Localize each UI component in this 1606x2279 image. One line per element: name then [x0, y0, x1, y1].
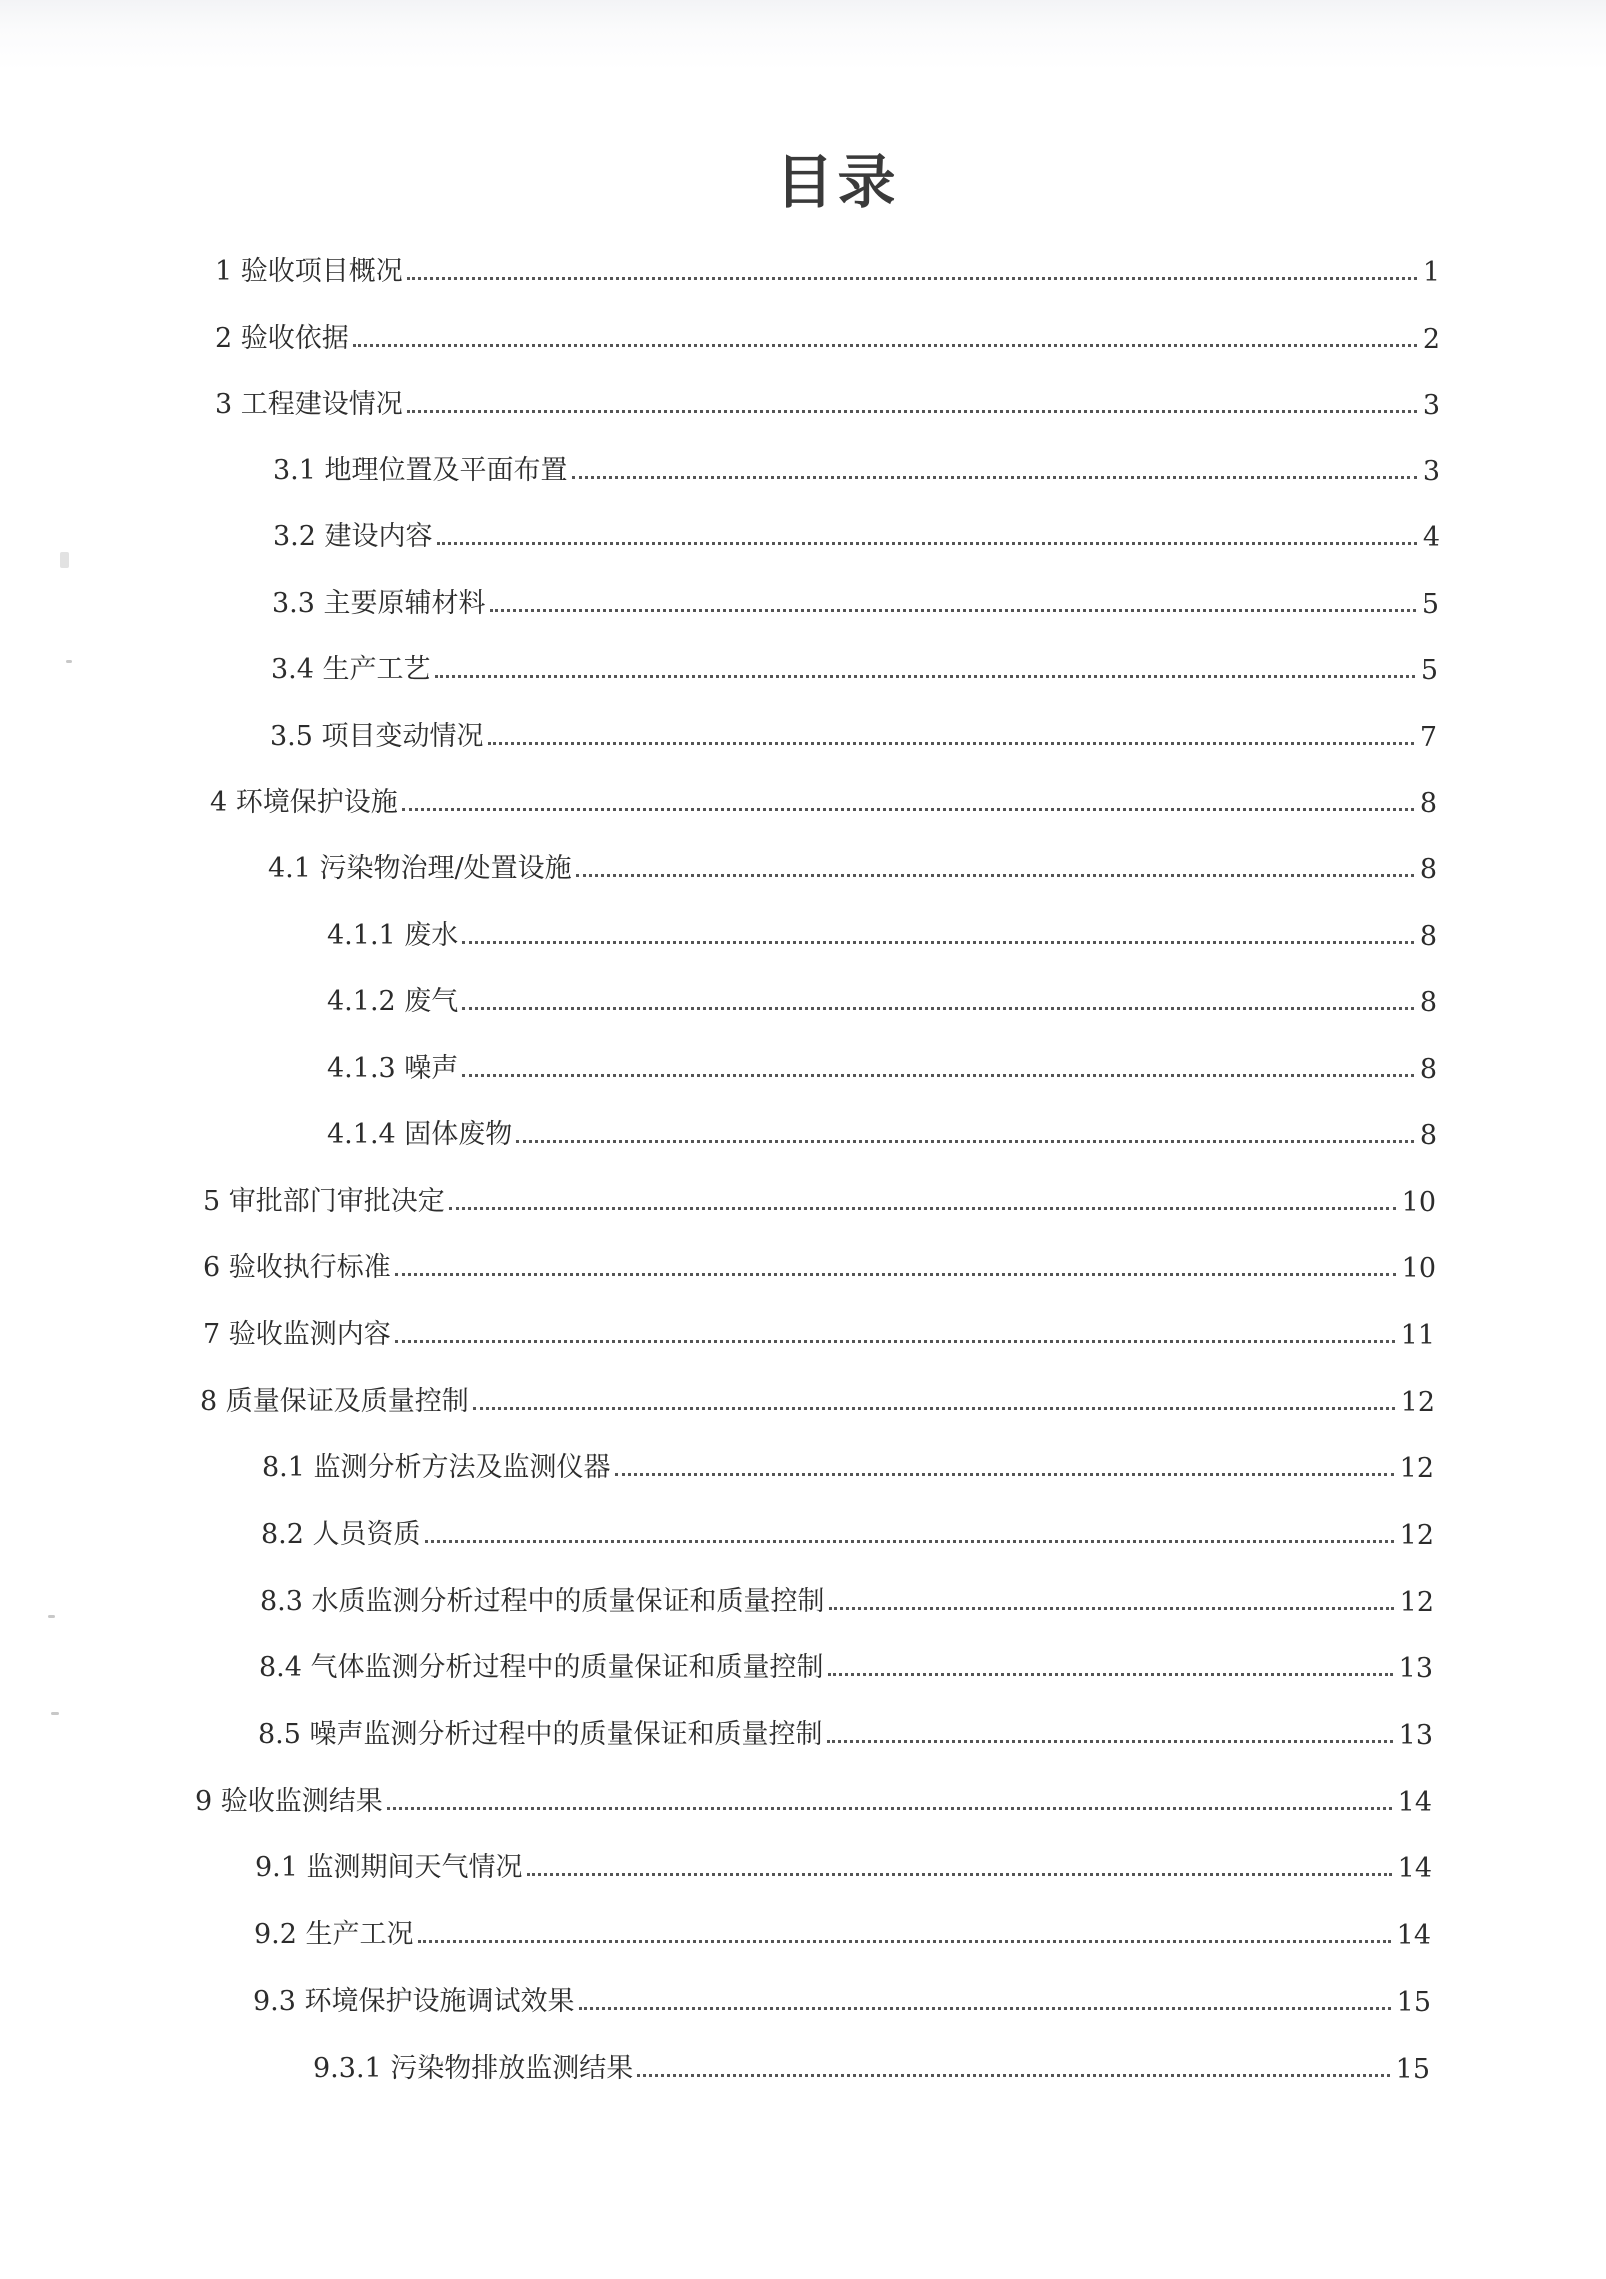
- toc-entry-page: 3: [1422, 456, 1440, 487]
- toc-entry-label: 9.3 环境保护设施调试效果: [253, 1986, 575, 2017]
- toc-entry-page: 12: [1399, 1520, 1434, 1551]
- toc-leader: [615, 1473, 1394, 1476]
- toc-entry[interactable]: [195, 1774, 1432, 1818]
- toc-leader: [490, 609, 1416, 612]
- toc-entry-page: 7: [1419, 722, 1437, 753]
- toc-leader: [473, 1407, 1395, 1410]
- toc-entry[interactable]: [327, 1107, 1437, 1151]
- toc-entry[interactable]: [273, 443, 1440, 487]
- toc-entry-page: 15: [1395, 2054, 1430, 2085]
- toc-entry-label: 3.1 地理位置及平面布置: [273, 455, 568, 486]
- toc-entry-page: 14: [1397, 1787, 1432, 1818]
- toc-leader: [572, 476, 1417, 479]
- toc-leader: [353, 344, 1417, 347]
- toc-entry-page: 8: [1419, 987, 1437, 1018]
- toc-leader: [576, 874, 1414, 877]
- toc-entry-label: 4.1.1 废水: [327, 920, 459, 951]
- toc-leader: [828, 1673, 1393, 1676]
- toc-entry-label: 9.1 监测期间天气情况: [255, 1852, 523, 1883]
- toc-entry-page: 8: [1419, 1120, 1437, 1151]
- toc-entry-page: 14: [1396, 1920, 1431, 1951]
- toc-leader: [395, 1273, 1396, 1276]
- toc-leader: [462, 941, 1414, 944]
- toc-entry[interactable]: [261, 1507, 1434, 1551]
- toc-entry-page: 14: [1397, 1853, 1432, 1884]
- toc-leader: [462, 1074, 1414, 1077]
- toc-entry-page: 12: [1399, 1453, 1434, 1484]
- toc-entry[interactable]: [203, 1307, 1435, 1351]
- toc-entry-label: 8.1 监测分析方法及监测仪器: [262, 1452, 611, 1483]
- toc-entry[interactable]: [327, 908, 1437, 952]
- toc-leader: [829, 1607, 1394, 1610]
- toc-entry-label: 3 工程建设情况: [215, 389, 403, 420]
- toc-entry-label: 9.2 生产工况: [254, 1919, 414, 1950]
- toc-entry[interactable]: [327, 1041, 1437, 1085]
- toc-entry-page: 8: [1419, 921, 1437, 952]
- toc-entry-label: 6 验收执行标准: [203, 1252, 391, 1283]
- scan-speck: [51, 1712, 59, 1715]
- toc-entry-label: 9.3.1 污染物排放监测结果: [313, 2053, 634, 2084]
- toc-entry-page: 12: [1399, 1587, 1434, 1618]
- toc-entry-label: 4.1.4 固体废物: [327, 1119, 513, 1150]
- toc-entry-page: 4: [1422, 522, 1440, 553]
- toc-entry-page: 8: [1419, 788, 1437, 819]
- toc-entry-page: 8: [1419, 1054, 1437, 1085]
- toc-entry[interactable]: [215, 244, 1440, 288]
- toc-entry-label: 9 验收监测结果: [195, 1786, 383, 1817]
- toc-entry[interactable]: [253, 1974, 1431, 2018]
- toc-entry-page: 10: [1401, 1187, 1436, 1218]
- toc-entry-page: 12: [1400, 1387, 1435, 1418]
- toc-entry-label: 3.2 建设内容: [273, 521, 433, 552]
- toc-leader: [488, 742, 1414, 745]
- toc-entry-label: 8 质量保证及质量控制: [200, 1386, 469, 1417]
- toc-entry[interactable]: [327, 974, 1437, 1018]
- toc-entry[interactable]: [255, 1840, 1432, 1884]
- toc-leader: [462, 1007, 1414, 1010]
- toc-entry-label: 7 验收监测内容: [203, 1319, 391, 1350]
- toc-entry[interactable]: [200, 1374, 1435, 1418]
- toc-entry[interactable]: [203, 1174, 1436, 1218]
- toc-entry-page: 13: [1398, 1653, 1433, 1684]
- toc-entry-page: 11: [1400, 1320, 1435, 1351]
- toc-entry-label: 8.2 人员资质: [261, 1519, 421, 1550]
- toc-entry-label: 4.1 污染物治理/处置设施: [268, 853, 572, 884]
- toc-leader: [637, 2074, 1389, 2077]
- toc-leader: [402, 808, 1414, 811]
- toc-leader: [527, 1873, 1392, 1876]
- page-title: 目录: [775, 148, 900, 216]
- toc-entry[interactable]: [313, 2041, 1430, 2085]
- toc-entry[interactable]: [270, 709, 1437, 753]
- toc-entry-page: 2: [1422, 324, 1440, 355]
- toc-leader: [579, 2007, 1391, 2010]
- toc-entry-label: 8.5 噪声监测分析过程中的质量保证和质量控制: [258, 1719, 823, 1750]
- toc-leader: [407, 277, 1417, 280]
- toc-entry[interactable]: [260, 1574, 1434, 1618]
- toc-entry[interactable]: [273, 509, 1440, 553]
- toc-leader: [425, 1540, 1394, 1543]
- toc-entry-page: 3: [1422, 390, 1440, 421]
- toc-entry-label: 4.1.3 噪声: [327, 1053, 459, 1084]
- toc-entry[interactable]: [210, 775, 1437, 819]
- toc-entry[interactable]: [272, 576, 1439, 620]
- toc-entry[interactable]: [254, 1907, 1431, 1951]
- toc-entry[interactable]: [215, 377, 1440, 421]
- toc-entry-page: 15: [1396, 1987, 1431, 2018]
- toc-leader: [516, 1140, 1414, 1143]
- toc-entry[interactable]: [259, 1640, 1433, 1684]
- scan-speck: [66, 660, 72, 663]
- toc-entry-label: 4.1.2 废气: [327, 986, 459, 1017]
- toc-leader: [435, 675, 1415, 678]
- toc-entry-label: 5 审批部门审批决定: [203, 1186, 445, 1217]
- toc-entry[interactable]: [258, 1707, 1433, 1751]
- toc-leader: [418, 1940, 1391, 1943]
- toc-leader: [387, 1807, 1392, 1810]
- toc-entry[interactable]: [262, 1440, 1434, 1484]
- toc-leader: [407, 410, 1417, 413]
- toc-entry-page: 13: [1398, 1720, 1433, 1751]
- scan-speck: [48, 1615, 55, 1618]
- toc-entry[interactable]: [268, 841, 1437, 885]
- toc-entry[interactable]: [271, 642, 1438, 686]
- toc-entry-label: 3.5 项目变动情况: [270, 721, 484, 752]
- toc-entry-label: 8.3 水质监测分析过程中的质量保证和质量控制: [260, 1586, 825, 1617]
- toc-entry-page: 5: [1420, 655, 1438, 686]
- toc-entry-label: 2 验收依据: [215, 323, 349, 354]
- scan-speck: [60, 552, 69, 568]
- toc-leader: [449, 1207, 1396, 1210]
- toc-leader: [395, 1340, 1395, 1343]
- toc-entry-label: 4 环境保护设施: [210, 787, 398, 818]
- toc-entry[interactable]: [215, 311, 1440, 355]
- toc-entry-label: 3.4 生产工艺: [271, 654, 431, 685]
- toc-entry-page: 8: [1419, 854, 1437, 885]
- toc-entry-page: 5: [1421, 589, 1439, 620]
- toc-entry-page: 1: [1422, 257, 1440, 288]
- toc-entry-label: 3.3 主要原辅材料: [272, 588, 486, 619]
- toc-leader: [437, 542, 1417, 545]
- toc-entry-page: 10: [1401, 1253, 1436, 1284]
- toc-leader: [827, 1740, 1393, 1743]
- toc-entry[interactable]: [203, 1240, 1436, 1284]
- toc-entry-label: 8.4 气体监测分析过程中的质量保证和质量控制: [259, 1652, 824, 1683]
- toc-entry-label: 1 验收项目概况: [215, 256, 403, 287]
